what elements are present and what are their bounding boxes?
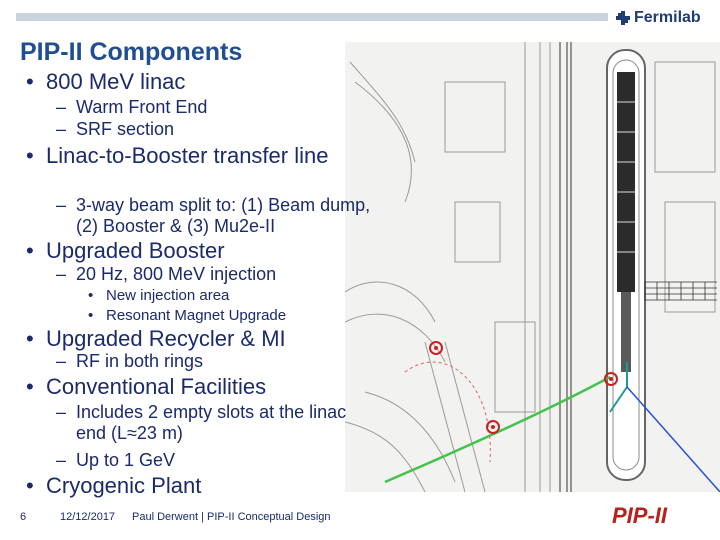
header-bar (16, 13, 608, 21)
fermilab-logo-icon (616, 11, 630, 25)
slide-title: PIP-II Components (20, 38, 243, 66)
site-map-image (345, 42, 720, 492)
footer-author-title: Paul Derwent | PIP-II Conceptual Design (132, 511, 331, 523)
footer-date: 12/12/2017 (60, 511, 116, 523)
pip-ii-logo: PIP-II (612, 503, 668, 528)
page-number: 6 (20, 511, 27, 523)
fermilab-logo-text: Fermilab (634, 9, 701, 26)
fermilab-logo (616, 8, 701, 28)
